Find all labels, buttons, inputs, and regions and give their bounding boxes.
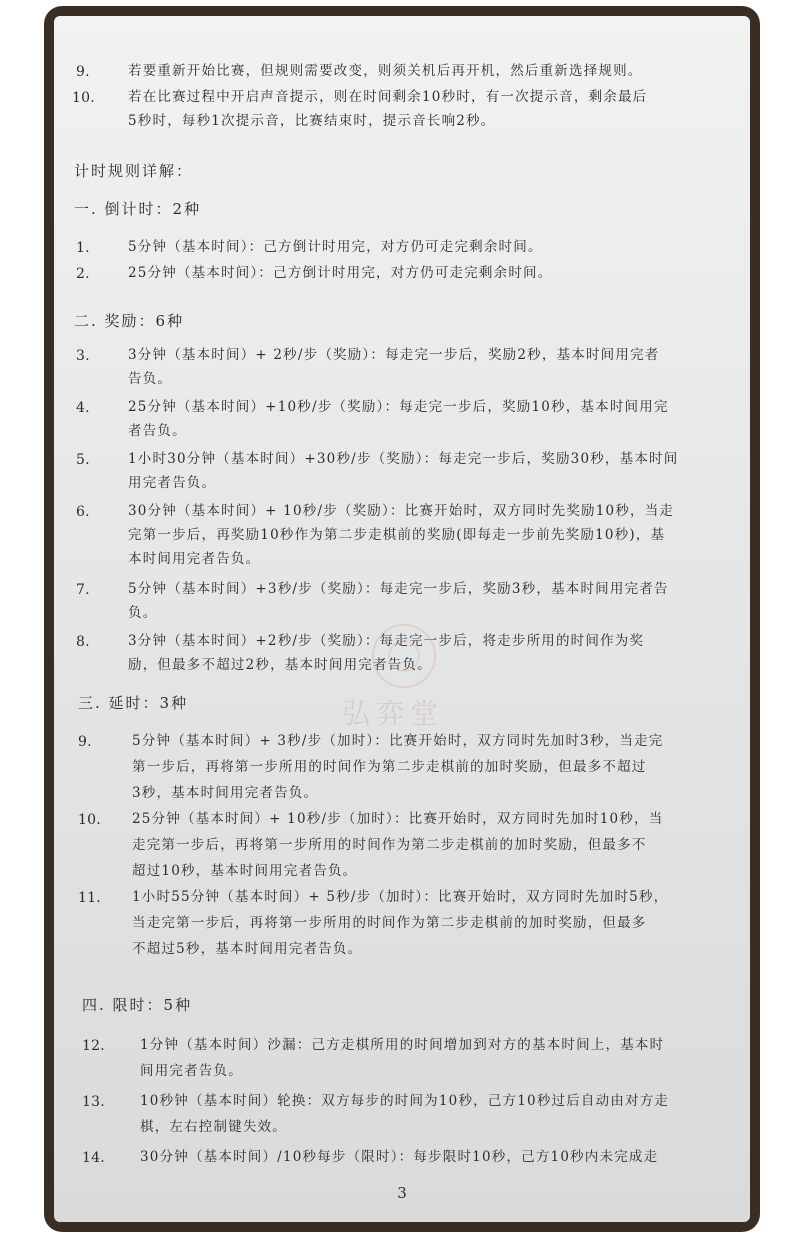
item-number: 3. [76,348,90,364]
section-heading: 三. 延时：3种 [78,694,189,712]
section-heading: 二. 奖励：6种 [74,312,185,330]
item-line: 若要重新开始比赛，但规则需要改变，则须关机后再开机，然后重新选择规则。 [128,63,643,79]
item-line: 棋，左右控制键失效。 [140,1119,287,1135]
item-line: 若在比赛过程中开启声音提示，则在时间剩余10秒时，有一次提示音，剩余最后 [128,89,648,105]
item-number: 12. [82,1038,105,1054]
item-line: 超过10秒，基本时间用完者告负。 [132,863,358,879]
item-line: 完第一步后，再奖励10秒作为第二步走棋前的奖励(即每走一步前先奖励10秒)，基 [128,527,666,543]
watermark-text: 弘弈堂 [342,697,445,730]
item-number: 2. [76,266,90,282]
item-line: 25分钟（基本时间）：己方倒计时用完，对方仍可走完剩余时间。 [128,265,553,281]
item-number: 13. [82,1094,105,1110]
item-line: 不超过5秒，基本时间用完者告负。 [132,941,363,957]
item-line: 1小时55分钟（基本时间）+ 5秒/步（加时）：比赛开始时，双方同时先加时5秒， [132,889,669,905]
main-heading: 计时规则详解： [74,162,194,180]
item-line: 走完第一步后，再将第一步所用的时间作为第二步走棋前的加时奖励，但最多不 [132,837,647,853]
item-line: 负。 [128,605,158,621]
item-number: 6. [76,504,90,520]
item-number: 14. [82,1150,105,1166]
document-page [54,16,750,1222]
item-line: 第一步后，再将第一步所用的时间作为第二步走棋前的加时奖励，但最多不超过 [132,759,647,775]
item-line: 25分钟（基本时间）+ 10秒/步（加时）：比赛开始时，双方同时先加时10秒，当 [132,811,664,827]
item-number: 5. [76,452,90,468]
item-line: 1小时30分钟（基本时间）+30秒/步（奖励）：每走完一步后，奖励30秒，基本时间 [128,451,679,467]
item-number: 8. [76,634,90,650]
section-heading: 一. 倒计时：2种 [74,200,202,218]
item-line: 3分钟（基本时间）+ 2秒/步（奖励）：每走完一步后，奖励2秒，基本时间用完者 [128,347,660,363]
item-line: 5分钟（基本时间）+3秒/步（奖励）：每走完一步后，奖励3秒，基本时间用完者告 [128,581,669,597]
item-number: 11. [78,890,101,906]
item-line: 30分钟（基本时间）+ 10秒/步（奖励）：比赛开始时，双方同时先奖励10秒，当走 [128,503,675,519]
item-number: 10. [72,90,95,106]
item-line: 者告负。 [128,423,187,439]
item-line: 用完者告负。 [128,475,217,491]
item-line: 5分钟（基本时间）+ 3秒/步（加时）：比赛开始时，双方同时先加时3秒，当走完 [132,733,664,749]
page-number: 3 [397,1184,407,1202]
item-line: 告负。 [128,371,173,387]
section-heading: 四. 限时：5种 [82,996,193,1014]
item-line: 1分钟（基本时间）沙漏：己方走棋所用的时间增加到对方的基本时间上，基本时 [140,1037,665,1053]
watermark-seal-icon [372,624,436,688]
item-line: 3秒，基本时间用完者告负。 [132,785,319,801]
item-line: 本时间用完者告负。 [128,551,261,567]
item-number: 7. [76,582,90,598]
item-line: 间用完者告负。 [140,1063,243,1079]
item-line: 当走完第一步后，再将第一步所用的时间作为第二步走棋前的加时奖励，但最多 [132,915,647,931]
item-line: 25分钟（基本时间）+10秒/步（奖励）：每走完一步后，奖励10秒，基本时间用完 [128,399,669,415]
item-line: 30分钟（基本时间）/10秒每步（限时）：每步限时10秒，己方10秒内未完成走 [140,1149,659,1165]
item-line: 5秒时，每秒1次提示音，比赛结束时，提示音长响2秒。 [128,113,496,129]
item-number: 9. [78,734,92,750]
item-number: 9. [76,64,90,80]
item-number: 4. [76,400,90,416]
item-number: 10. [78,812,101,828]
item-line: 5分钟（基本时间）：己方倒计时用完，对方仍可走完剩余时间。 [128,239,543,255]
item-line: 励，但最多不超过2秒，基本时间用完者告负。 [128,657,432,673]
item-line: 10秒钟（基本时间）轮换：双方每步的时间为10秒，己方10秒过后自动由对方走 [140,1093,670,1109]
item-line: 3分钟（基本时间）+2秒/步（奖励）：每走完一步后，将走步所用的时间作为奖 [128,633,645,649]
item-number: 1. [76,240,90,256]
